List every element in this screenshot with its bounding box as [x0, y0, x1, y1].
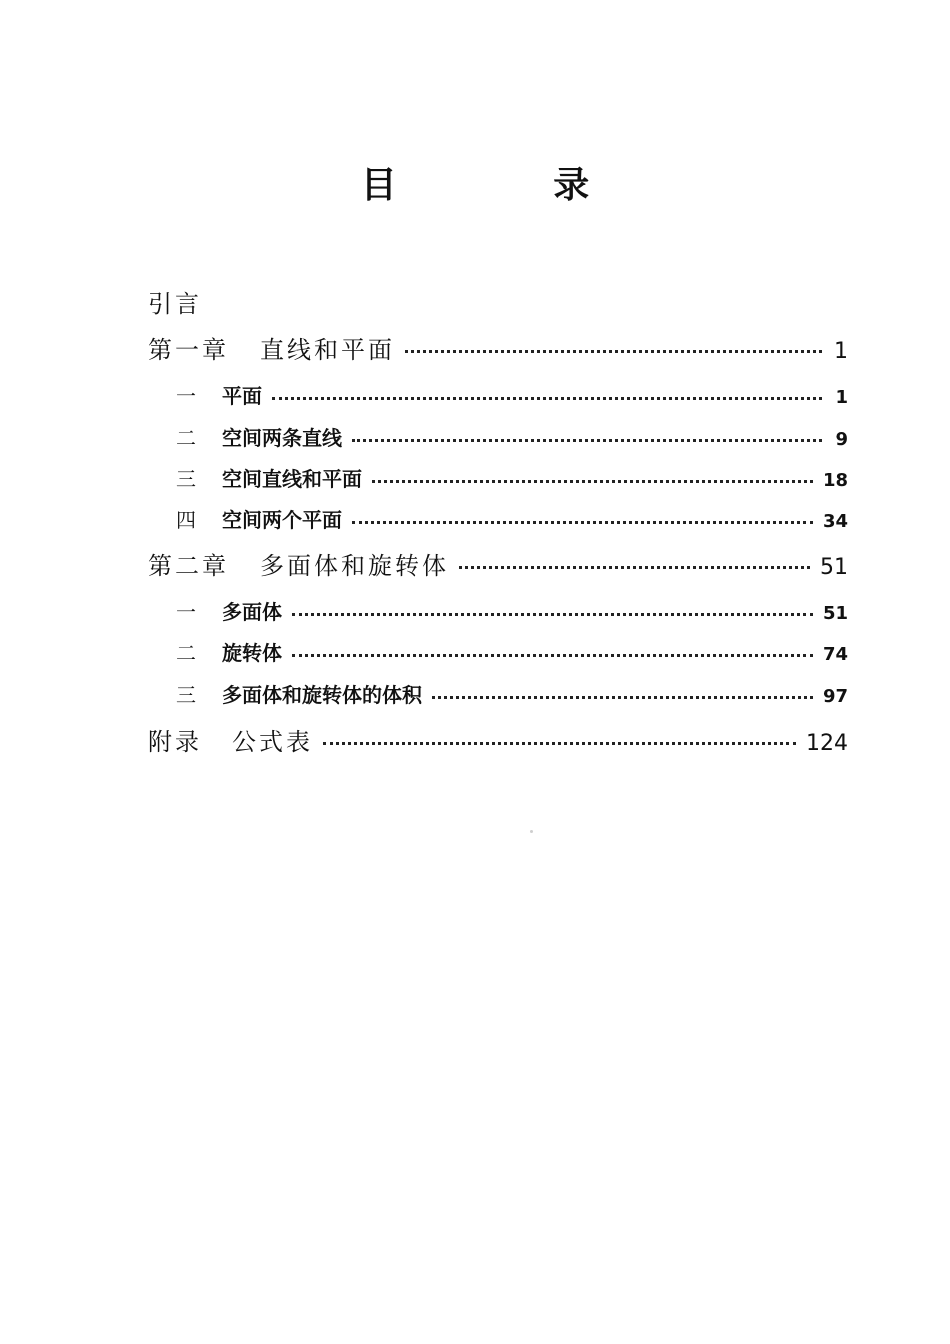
toc-chapter-2[interactable] — [148, 546, 848, 581]
toc-section-title: 旋转体 — [222, 641, 282, 665]
dot-leader — [372, 480, 813, 483]
dot-leader — [352, 521, 813, 524]
scan-speck — [530, 830, 533, 833]
toc-chapter-number: 第一章 — [148, 336, 229, 364]
toc-chapter-title: 多面体和旋转体 — [260, 552, 449, 580]
toc-section-title: 平面 — [222, 384, 262, 408]
toc-page-number: 1 — [834, 339, 848, 364]
dot-leader — [459, 566, 810, 569]
toc-page-number: 1 — [835, 387, 848, 408]
toc-page-number: 51 — [822, 603, 848, 624]
toc-page-number: 9 — [835, 429, 848, 450]
dot-leader — [432, 696, 813, 699]
toc-section-title: 空间两条直线 — [222, 426, 342, 450]
toc-section-1-2[interactable] — [176, 422, 848, 451]
toc-page-number: 74 — [822, 644, 848, 665]
toc-section-number: 一 — [176, 384, 196, 408]
toc-section-title: 多面体 — [222, 600, 282, 624]
toc-section-2-2[interactable] — [176, 637, 848, 666]
dot-leader — [292, 654, 813, 657]
toc-section-number: 三 — [176, 683, 196, 707]
toc-intro-title: 引言 — [148, 290, 202, 318]
toc-appendix-label: 附录 — [148, 728, 202, 756]
toc-chapter-number: 第二章 — [148, 552, 229, 580]
toc-section-title: 空间直线和平面 — [222, 467, 362, 491]
toc-section-number: 二 — [176, 641, 196, 665]
toc-appendix[interactable] — [148, 722, 848, 757]
toc-page-number: 34 — [822, 511, 848, 532]
dot-leader — [352, 439, 822, 442]
toc-section-title: 空间两个平面 — [222, 508, 342, 532]
toc-section-number: 三 — [176, 467, 196, 491]
toc-section-title: 多面体和旋转体的体积 — [222, 683, 422, 707]
toc-chapter-1[interactable] — [148, 330, 848, 365]
toc-section-number: 二 — [176, 426, 196, 450]
dot-leader — [272, 397, 822, 400]
toc-intro[interactable] — [148, 284, 848, 319]
page-title: 目 录 — [360, 165, 662, 206]
dot-leader — [323, 742, 796, 745]
toc-section-number: 一 — [176, 600, 196, 624]
toc-section-2-1[interactable] — [176, 596, 848, 625]
dot-leader — [405, 350, 822, 353]
toc-page-number: 97 — [822, 686, 848, 707]
toc-appendix-title: 公式表 — [232, 728, 313, 756]
toc-section-number: 四 — [176, 508, 196, 532]
dot-leader — [292, 613, 813, 616]
toc-page-number: 51 — [820, 555, 848, 580]
toc-section-2-3[interactable] — [176, 679, 848, 708]
toc-section-1-3[interactable] — [176, 463, 848, 492]
toc-section-1-4[interactable] — [176, 504, 848, 533]
toc-page-number: 18 — [822, 470, 848, 491]
toc-section-1-1[interactable] — [176, 380, 848, 409]
toc-chapter-title: 直线和平面 — [260, 336, 395, 364]
toc-page-number: 124 — [806, 731, 848, 756]
